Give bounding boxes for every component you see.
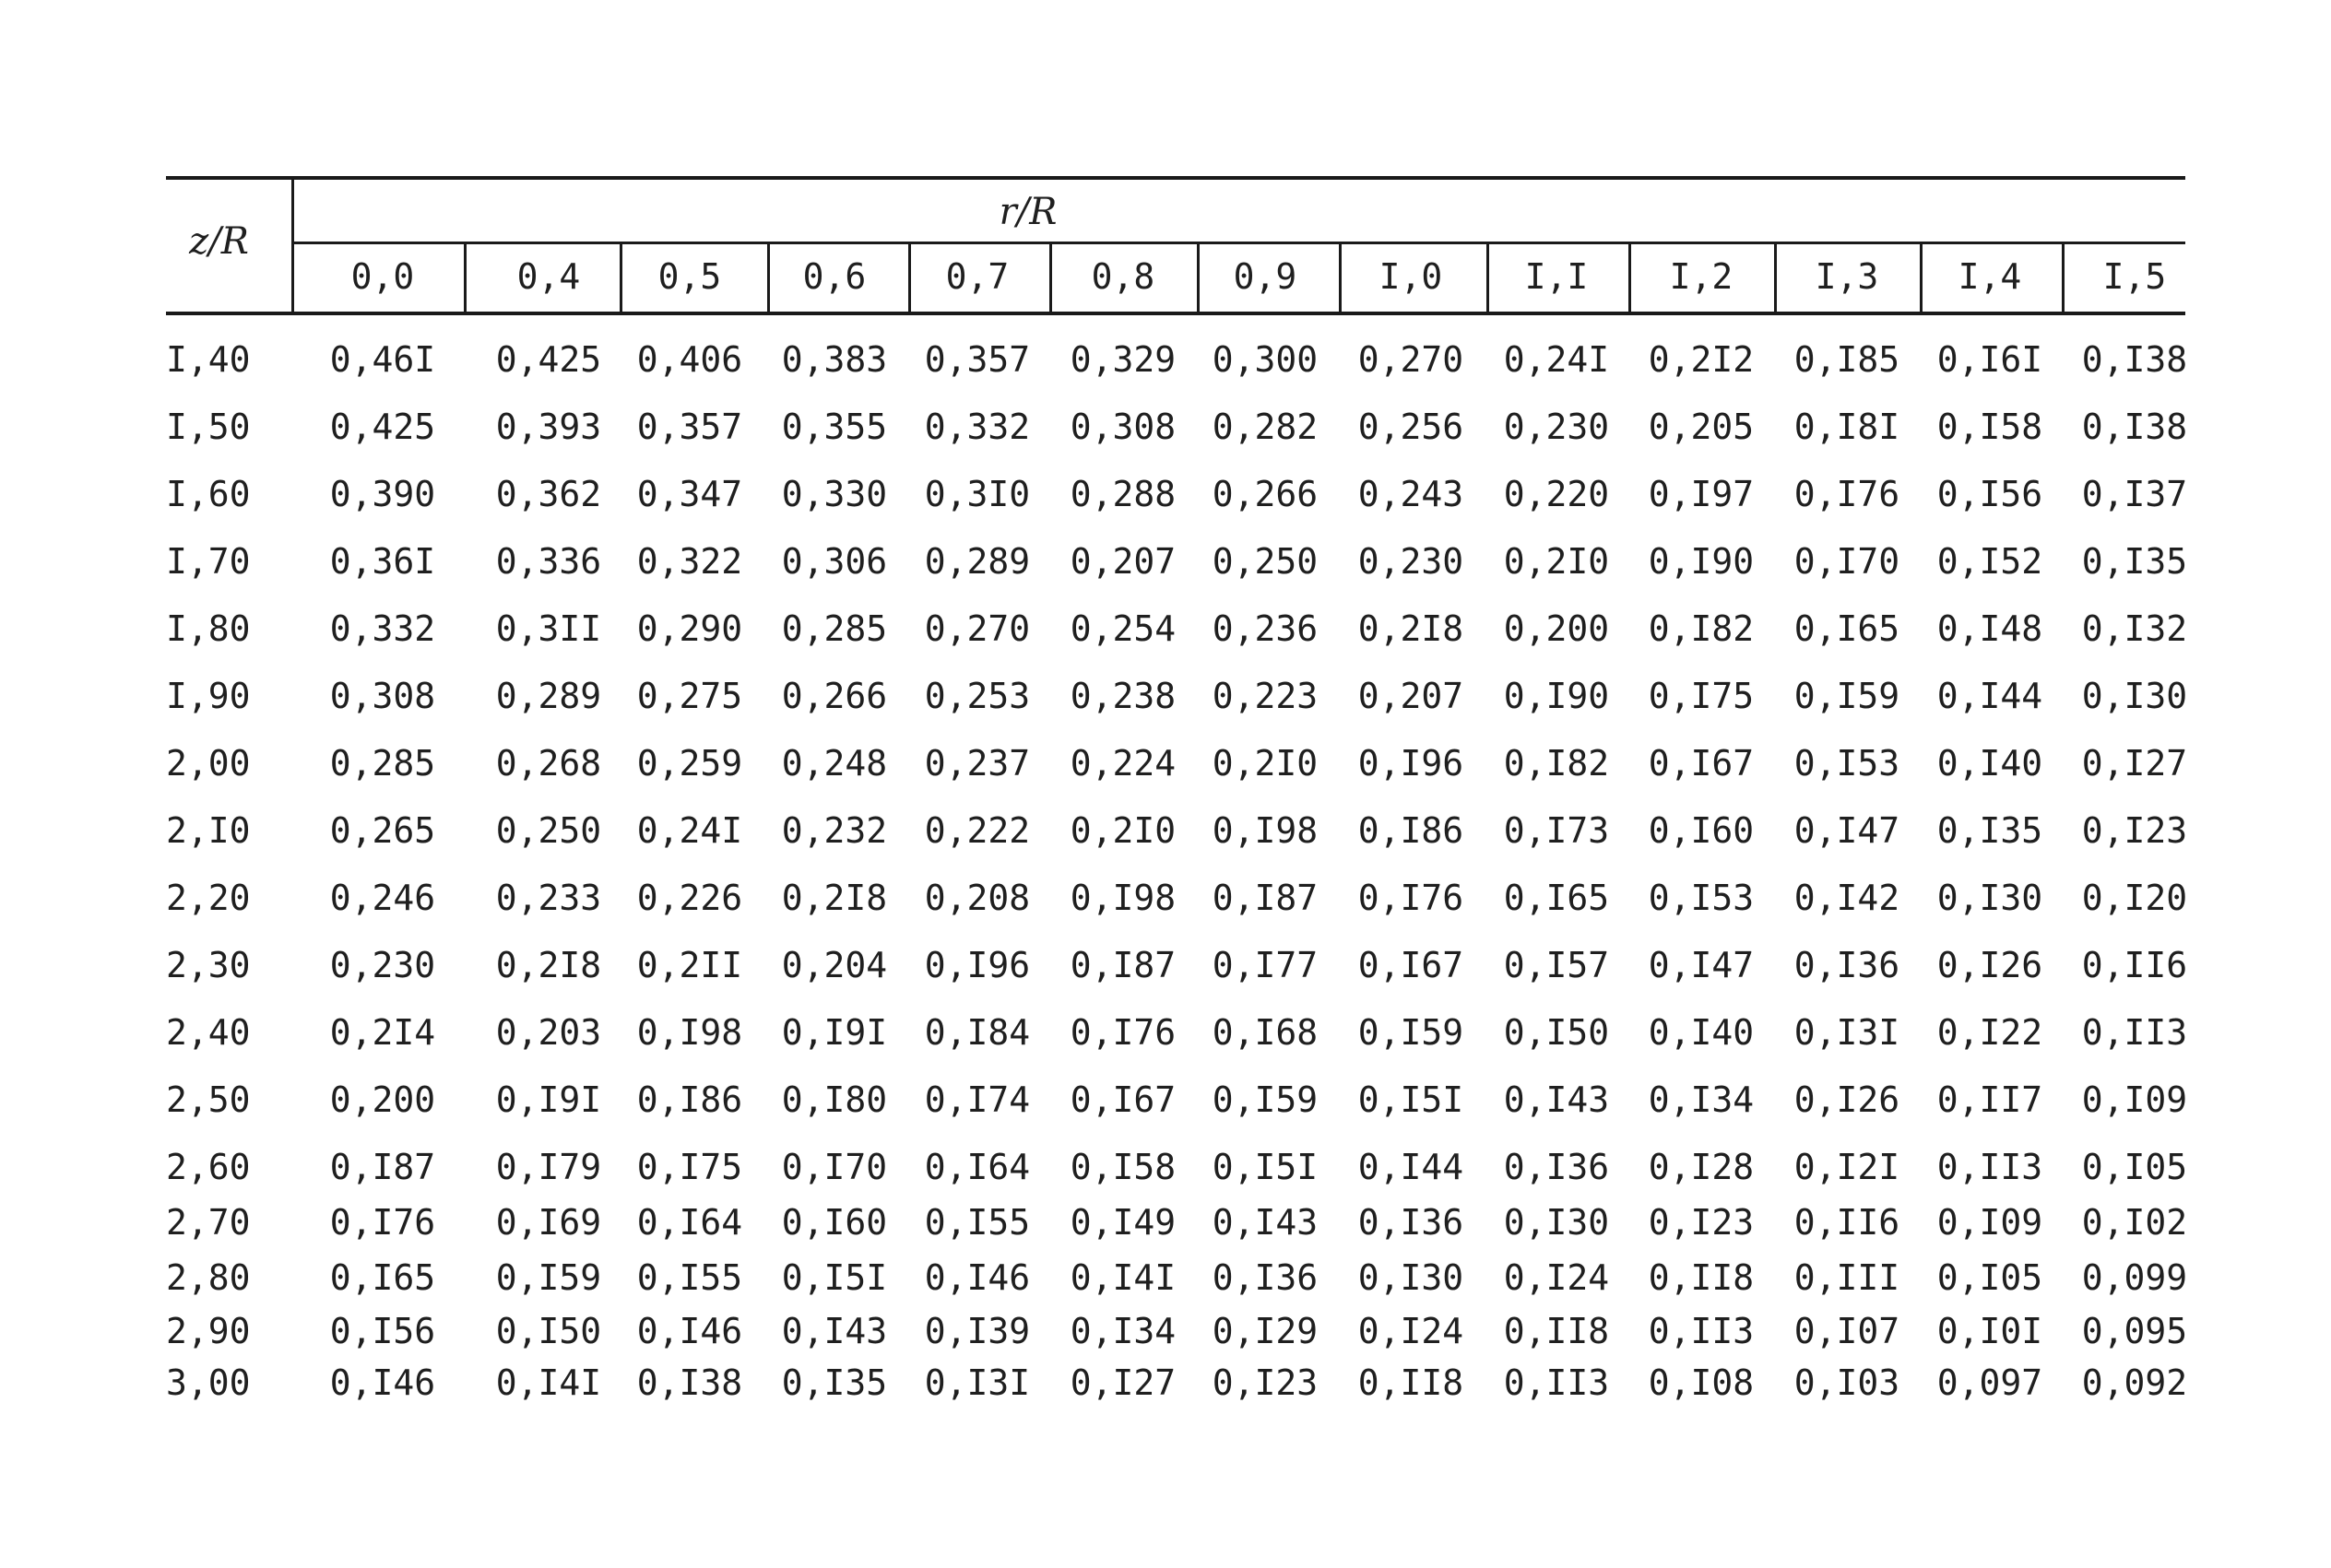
stub-column-divider (291, 178, 294, 313)
table-cell: 0,I60 (1648, 810, 1755, 851)
table-cell: 0,I27 (2081, 743, 2188, 784)
row-label: 2,70 (166, 1202, 251, 1243)
column-header: 0,7 (945, 256, 1010, 297)
table-cell: 0,223 (1212, 676, 1319, 716)
table-cell: 0,II6 (2081, 945, 2188, 985)
table-cell: 0,250 (1212, 541, 1319, 582)
table-cell: 0,I23 (1212, 1362, 1319, 1403)
table-cell: 0,I27 (1070, 1362, 1177, 1403)
table-cell: 0,I23 (2081, 810, 2188, 851)
table-cell: 0,I90 (1503, 676, 1610, 716)
table-cell: 0,I38 (2081, 407, 2188, 447)
column-divider (1197, 242, 1200, 313)
column-divider (464, 242, 467, 313)
table-cell: 0,I76 (1793, 474, 1900, 514)
table-cell: 0,I03 (1793, 1362, 1900, 1403)
table-cell: 0,270 (1357, 339, 1464, 380)
table-cell: 0,I0I (1936, 1311, 2043, 1351)
table-cell: 0,208 (924, 878, 1031, 918)
table-cell: 0,2II (636, 945, 743, 985)
table-cell: 0,II7 (1936, 1079, 2043, 1120)
table-cell: 0,I26 (1936, 945, 2043, 985)
table-cell: 0,I42 (1793, 878, 1900, 918)
table-cell: 0,I6I (1936, 339, 2043, 380)
column-header: I,2 (1669, 256, 1733, 297)
table-cell: 0,230 (1357, 541, 1464, 582)
table-cell: 0,I65 (1503, 878, 1610, 918)
table-cell: 0,I75 (636, 1147, 743, 1187)
table-cell: 0,270 (924, 608, 1031, 649)
row-label: 2,90 (166, 1311, 251, 1351)
table-cell: 0,383 (781, 339, 888, 380)
table-cell: 0,I9I (495, 1079, 602, 1120)
table-cell: 0,I09 (2081, 1079, 2188, 1120)
row-label: 2,80 (166, 1257, 251, 1298)
column-header: 0,5 (657, 256, 722, 297)
table-cell: 0,204 (781, 945, 888, 985)
table-cell: 0,I82 (1648, 608, 1755, 649)
table-cell: 0,265 (329, 810, 436, 851)
table-cell: 0,224 (1070, 743, 1177, 784)
table-cell: 0,I50 (495, 1311, 602, 1351)
table-cell: 0,I59 (1357, 1012, 1464, 1053)
table-top-rule (166, 176, 2185, 180)
table-cell: 0,I38 (2081, 339, 2188, 380)
table-cell: 0,I96 (1357, 743, 1464, 784)
column-header: I,0 (1378, 256, 1443, 297)
table-cell: 0,I75 (1648, 676, 1755, 716)
table-cell: 0,425 (329, 407, 436, 447)
table-cell: 0,I64 (636, 1202, 743, 1243)
table-cell: 0,207 (1357, 676, 1464, 716)
table-cell: 0,I24 (1503, 1257, 1610, 1298)
table-cell: 0,24I (636, 810, 743, 851)
table-cell: 0,I87 (1070, 945, 1177, 985)
table-cell: 0,I26 (1793, 1079, 1900, 1120)
column-header: 0,9 (1233, 256, 1297, 297)
table-cell: 0,I20 (2081, 878, 2188, 918)
table-cell: 0,I43 (1212, 1202, 1319, 1243)
table-cell: 0,232 (781, 810, 888, 851)
table-cell: 0,I05 (2081, 1147, 2188, 1187)
table-cell: 0,I44 (1936, 676, 2043, 716)
table-cell: 0,I79 (495, 1147, 602, 1187)
table-cell: 0,I67 (1648, 743, 1755, 784)
table-cell: 0,306 (781, 541, 888, 582)
table-cell: 0,285 (781, 608, 888, 649)
table-cell: 0,I80 (781, 1079, 888, 1120)
column-divider (1339, 242, 1342, 313)
table-cell: 0,I34 (1648, 1079, 1755, 1120)
table-cell: 0,I30 (2081, 676, 2188, 716)
table-cell: 0,254 (1070, 608, 1177, 649)
table-cell: 0,330 (781, 474, 888, 514)
table-cell: 0,I5I (1212, 1147, 1319, 1187)
table-cell: 0,I35 (2081, 541, 2188, 582)
table-cell: 0,I84 (924, 1012, 1031, 1053)
table-cell: 0,46I (329, 339, 436, 380)
table-cell: 0,393 (495, 407, 602, 447)
table-cell: 0,I87 (1212, 878, 1319, 918)
table-cell: 0,332 (924, 407, 1031, 447)
column-header: I,3 (1815, 256, 1879, 297)
column-divider (1628, 242, 1631, 313)
row-label: 2,30 (166, 945, 251, 985)
header-bottom-rule (166, 312, 2185, 315)
table-cell: 0,3I0 (924, 474, 1031, 514)
table-cell: 0,I58 (1936, 407, 2043, 447)
row-label: 2,40 (166, 1012, 251, 1053)
table-cell: 0,2I8 (781, 878, 888, 918)
table-cell: 0,I59 (1212, 1079, 1319, 1120)
table-cell: 0,289 (495, 676, 602, 716)
table-cell: 0,233 (495, 878, 602, 918)
row-label: I,90 (166, 676, 251, 716)
column-divider (767, 242, 770, 313)
table-cell: 0,220 (1503, 474, 1610, 514)
table-cell: 0,I97 (1648, 474, 1755, 514)
table-cell: 0,I48 (1936, 608, 2043, 649)
row-label: I,80 (166, 608, 251, 649)
table-cell: 0,I3I (1793, 1012, 1900, 1053)
row-label: 2,I0 (166, 810, 251, 851)
table-cell: 0,I65 (329, 1257, 436, 1298)
table-cell: 0,I57 (1503, 945, 1610, 985)
table-cell: 0,I68 (1212, 1012, 1319, 1053)
table-cell: 0,2I0 (1503, 541, 1610, 582)
column-header: I,I (1524, 256, 1589, 297)
table-cell: 0,36I (329, 541, 436, 582)
table-cell: 0,336 (495, 541, 602, 582)
table-cell: 0,I44 (1357, 1147, 1464, 1187)
table-cell: 0,308 (329, 676, 436, 716)
table-cell: 0,II3 (2081, 1012, 2188, 1053)
table-cell: 0,238 (1070, 676, 1177, 716)
table-cell: 0,I70 (1793, 541, 1900, 582)
table-cell: 0,I55 (924, 1202, 1031, 1243)
table-cell: 0,I28 (1648, 1147, 1755, 1187)
table-cell: 0,425 (495, 339, 602, 380)
column-header: 0,0 (350, 256, 415, 297)
table-cell: 0,I4I (495, 1362, 602, 1403)
table-cell: 0,I76 (1070, 1012, 1177, 1053)
table-cell: 0,248 (781, 743, 888, 784)
row-label: I,40 (166, 339, 251, 380)
table-cell: 0,236 (1212, 608, 1319, 649)
table-cell: 0,I36 (1212, 1257, 1319, 1298)
table-cell: 0,I52 (1936, 541, 2043, 582)
table-cell: 0,I90 (1648, 541, 1755, 582)
table-cell: 0,I85 (1793, 339, 1900, 380)
table-cell: 0,288 (1070, 474, 1177, 514)
row-label: 2,00 (166, 743, 251, 784)
table-cell: 0,390 (329, 474, 436, 514)
row-label: 3,00 (166, 1362, 251, 1403)
table-cell: 0,I43 (781, 1311, 888, 1351)
table-cell: 0,I86 (636, 1079, 743, 1120)
table-cell: 0,226 (636, 878, 743, 918)
table-cell: 0,I76 (1357, 878, 1464, 918)
table-cell: 0,243 (1357, 474, 1464, 514)
table-cell: 0,II3 (1648, 1311, 1755, 1351)
table-cell: 0,203 (495, 1012, 602, 1053)
table-cell: 0,268 (495, 743, 602, 784)
table-cell: 0,I34 (1070, 1311, 1177, 1351)
table-cell: 0,I02 (2081, 1202, 2188, 1243)
table-cell: 0,I76 (329, 1202, 436, 1243)
table-cell: 0,347 (636, 474, 743, 514)
table-cell: 0,I36 (1503, 1147, 1610, 1187)
column-divider (1049, 242, 1052, 313)
table-cell: 0,092 (2081, 1362, 2188, 1403)
column-divider (2062, 242, 2065, 313)
row-label: 2,50 (166, 1079, 251, 1120)
table-cell: 0,II8 (1503, 1311, 1610, 1351)
table-cell: 0,289 (924, 541, 1031, 582)
table-cell: 0,I98 (636, 1012, 743, 1053)
row-label: 2,20 (166, 878, 251, 918)
table-cell: 0,230 (1503, 407, 1610, 447)
table-cell: 0,I30 (1503, 1202, 1610, 1243)
table-cell: 0,I70 (781, 1147, 888, 1187)
row-label: I,60 (166, 474, 251, 514)
table-cell: 0,II3 (1936, 1147, 2043, 1187)
table-cell: 0,250 (495, 810, 602, 851)
table-cell: 0,I58 (1070, 1147, 1177, 1187)
table-cell: 0,266 (781, 676, 888, 716)
table-cell: 0,259 (636, 743, 743, 784)
row-variable-header: z/R (189, 220, 249, 263)
table-cell: 0,3II (495, 608, 602, 649)
table-cell: 0,230 (329, 945, 436, 985)
table-cell: 0,I8I (1793, 407, 1900, 447)
table-cell: 0,I32 (2081, 608, 2188, 649)
table-cell: 0,I35 (1936, 810, 2043, 851)
table-cell: 0,I24 (1357, 1311, 1464, 1351)
table-cell: 0,I56 (329, 1311, 436, 1351)
table-cell: 0,207 (1070, 541, 1177, 582)
table-cell: 0,I9I (781, 1012, 888, 1053)
table-cell: 0,I30 (1357, 1257, 1464, 1298)
table-cell: 0,II6 (1793, 1202, 1900, 1243)
table-cell: 0,I30 (1936, 878, 2043, 918)
table-cell: 0,I73 (1503, 810, 1610, 851)
table-cell: 0,095 (2081, 1311, 2188, 1351)
column-header: 0,4 (516, 256, 581, 297)
table-cell: 0,I46 (636, 1311, 743, 1351)
table-cell: 0,I23 (1648, 1202, 1755, 1243)
column-divider (1774, 242, 1777, 313)
table-cell: 0,I53 (1793, 743, 1900, 784)
table-cell: 0,256 (1357, 407, 1464, 447)
column-header: I,4 (1958, 256, 2022, 297)
table-cell: 0,406 (636, 339, 743, 380)
table-cell: 0,200 (1503, 608, 1610, 649)
table-cell: 0,222 (924, 810, 1031, 851)
table-cell: 0,I50 (1503, 1012, 1610, 1053)
column-variable-header: r/R (999, 191, 1058, 233)
table-cell: 0,II8 (1357, 1362, 1464, 1403)
table-cell: 0,II8 (1648, 1257, 1755, 1298)
table-cell: 0,362 (495, 474, 602, 514)
table-cell: 0,I36 (1357, 1202, 1464, 1243)
table-cell: 0,I49 (1070, 1202, 1177, 1243)
table-cell: 0,I98 (1212, 810, 1319, 851)
table-cell: 0,2I0 (1212, 743, 1319, 784)
column-divider (1920, 242, 1923, 313)
table-cell: 0,2I8 (495, 945, 602, 985)
table-cell: 0,I65 (1793, 608, 1900, 649)
table-cell: 0,I86 (1357, 810, 1464, 851)
table-cell: 0,200 (329, 1079, 436, 1120)
table-cell: 0,357 (636, 407, 743, 447)
table-cell: 0,I22 (1936, 1012, 2043, 1053)
column-divider (908, 242, 911, 313)
table-cell: 0,I4I (1070, 1257, 1177, 1298)
column-divider (620, 242, 622, 313)
table-cell: 0,099 (2081, 1257, 2188, 1298)
table-cell: 0,I40 (1648, 1012, 1755, 1053)
table-cell: 0,308 (1070, 407, 1177, 447)
table-cell: 0,290 (636, 608, 743, 649)
table-cell: 0,I56 (1936, 474, 2043, 514)
table-cell: 0,I38 (636, 1362, 743, 1403)
header-separator-rule (293, 242, 2185, 244)
row-label: I,70 (166, 541, 251, 582)
table-cell: 0,I35 (781, 1362, 888, 1403)
table-cell: 0,I82 (1503, 743, 1610, 784)
table-cell: 0,I67 (1357, 945, 1464, 985)
table-cell: 0,I59 (1793, 676, 1900, 716)
table-cell: 0,I5I (781, 1257, 888, 1298)
table-cell: 0,II3 (1503, 1362, 1610, 1403)
table-cell: 0,357 (924, 339, 1031, 380)
table-cell: 0,I53 (1648, 878, 1755, 918)
table-cell: 0,275 (636, 676, 743, 716)
table-cell: 0,I29 (1212, 1311, 1319, 1351)
table-cell: 0,III (1793, 1257, 1900, 1298)
column-header: 0,6 (802, 256, 867, 297)
table-cell: 0,I77 (1212, 945, 1319, 985)
table-cell: 0,I67 (1070, 1079, 1177, 1120)
table-cell: 0,2I2 (1648, 339, 1755, 380)
table-cell: 0,I46 (329, 1362, 436, 1403)
table-cell: 0,285 (329, 743, 436, 784)
table-cell: 0,I98 (1070, 878, 1177, 918)
table-cell: 0,2I4 (329, 1012, 436, 1053)
table-cell: 0,205 (1648, 407, 1755, 447)
table-cell: 0,I05 (1936, 1257, 2043, 1298)
table-cell: 0,I43 (1503, 1079, 1610, 1120)
row-label: 2,60 (166, 1147, 251, 1187)
table-cell: 0,I46 (924, 1257, 1031, 1298)
table-cell: 0,I39 (924, 1311, 1031, 1351)
table-cell: 0,I40 (1936, 743, 2043, 784)
table-cell: 0,332 (329, 608, 436, 649)
table-cell: 0,I08 (1648, 1362, 1755, 1403)
table-cell: 0,I47 (1793, 810, 1900, 851)
table-cell: 0,2I8 (1357, 608, 1464, 649)
table-cell: 0,300 (1212, 339, 1319, 380)
table-cell: 0,I55 (636, 1257, 743, 1298)
table-cell: 0,I87 (329, 1147, 436, 1187)
table-cell: 0,I09 (1936, 1202, 2043, 1243)
table-cell: 0,I5I (1357, 1079, 1464, 1120)
table-cell: 0,I60 (781, 1202, 888, 1243)
table-cell: 0,I37 (2081, 474, 2188, 514)
table-cell: 0,282 (1212, 407, 1319, 447)
table-cell: 0,237 (924, 743, 1031, 784)
table-cell: 0,I3I (924, 1362, 1031, 1403)
table-cell: 0,I64 (924, 1147, 1031, 1187)
column-header: I,5 (2102, 256, 2167, 297)
column-header: 0,8 (1091, 256, 1155, 297)
table-cell: 0,I07 (1793, 1311, 1900, 1351)
table-cell: 0,I96 (924, 945, 1031, 985)
table-cell: 0,355 (781, 407, 888, 447)
table-cell: 0,I2I (1793, 1147, 1900, 1187)
table-cell: 0,253 (924, 676, 1031, 716)
column-divider (1486, 242, 1489, 313)
table-cell: 0,I74 (924, 1079, 1031, 1120)
table-cell: 0,329 (1070, 339, 1177, 380)
table-cell: 0,I36 (1793, 945, 1900, 985)
table-cell: 0,I47 (1648, 945, 1755, 985)
table-cell: 0,322 (636, 541, 743, 582)
table-cell: 0,I59 (495, 1257, 602, 1298)
table-cell: 0,2I0 (1070, 810, 1177, 851)
table-cell: 0,I69 (495, 1202, 602, 1243)
row-label: I,50 (166, 407, 251, 447)
table-cell: 0,246 (329, 878, 436, 918)
table-cell: 0,266 (1212, 474, 1319, 514)
table-cell: 0,24I (1503, 339, 1610, 380)
table-cell: 0,097 (1936, 1362, 2043, 1403)
